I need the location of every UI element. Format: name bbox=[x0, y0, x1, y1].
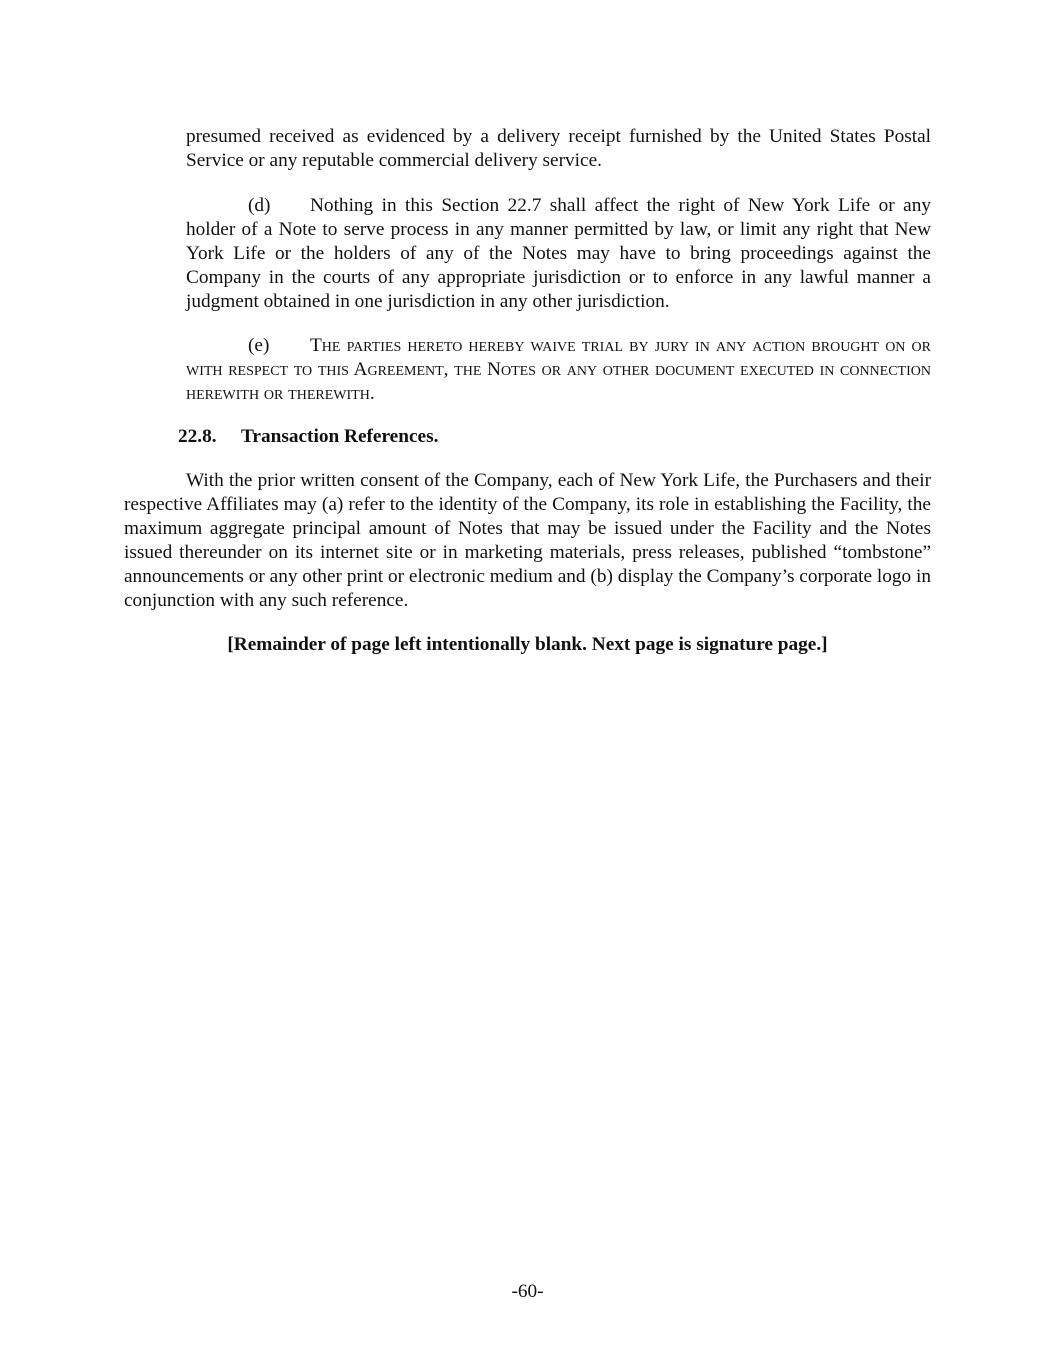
section-title: Transaction References. bbox=[241, 426, 439, 447]
page-number: -60- bbox=[511, 1281, 544, 1302]
item-d-paragraph bbox=[186, 194, 931, 314]
section-heading bbox=[178, 425, 438, 449]
remainder-notice: [Remainder of page left intentionally blank. Next page is signature page.] bbox=[227, 634, 828, 655]
item-e-paragraph bbox=[186, 334, 931, 406]
continuation-paragraph: presumed received as evidenced by a delivery receipt furnished by the United States Postal Service or any reputable commercial delivery service. bbox=[186, 126, 931, 171]
section-number: 22.8. bbox=[178, 426, 217, 447]
item-e-label: (e) bbox=[248, 335, 270, 356]
item-d-text: Nothing in this Section 22.7 shall affect the right of New York Life or any holder of a Note to serve process in any manner permitted by law, or limit any right that New York Life or the holders of any of the Notes may have to bring proceedings against the Company in the courts of any appropriate jurisdiction or to enforce in any lawful manner a judgment obtained in one jurisdiction in any other jurisdiction. bbox=[186, 195, 931, 312]
section-body-paragraph bbox=[124, 469, 931, 613]
section-body-text: With the prior written consent of the Company, each of New York Life, the Purchasers and their respective Affiliates may (a) refer to the identity of the Company, its role in establishing the Facility, the maximum aggregate principal amount of Notes that may be issued under the Facility and the Notes issued thereunder on its internet site or in marketing materials, press releases, published “tombstone” announcements or any other print or electronic medium and (b) display the Company’s corporate logo in conjunction with any such reference. bbox=[124, 470, 931, 611]
item-e-text: The parties hereto hereby waive trial by jury in any action brought on or with respect to this Agreement, the Notes or any other document executed in connection herewith or therewith. bbox=[186, 335, 931, 404]
item-d-label: (d) bbox=[248, 195, 271, 216]
